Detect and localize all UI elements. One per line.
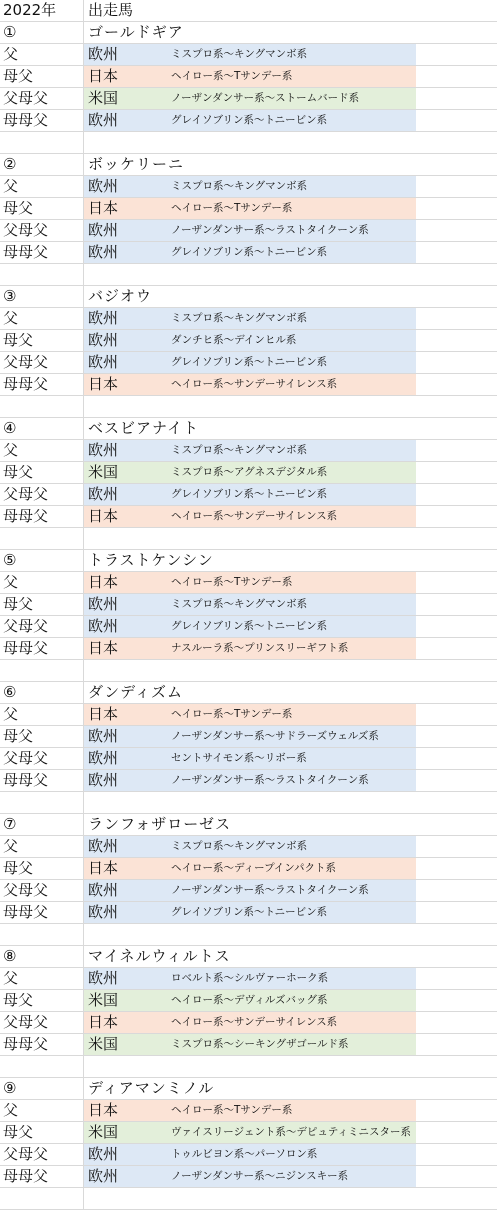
pedigree-row [0, 1012, 497, 1034]
horse-name[interactable]: ダンディズム [88, 683, 183, 701]
lineage-cell[interactable]: ヴァイスリージェント系～デピュティミニスター系 [171, 1126, 412, 1138]
relation-cell[interactable]: 母父 [0, 726, 84, 747]
pedigree-row [0, 704, 497, 726]
lineage-cell[interactable]: グレイソブリン系～トニービン系 [171, 246, 328, 258]
horse-number[interactable]: ⑧ [0, 946, 84, 967]
lineage-cell[interactable]: ロベルト系～シルヴァーホーク系 [171, 972, 329, 984]
relation-cell[interactable]: 母母父 [0, 902, 84, 923]
relation-cell[interactable]: 父 [0, 704, 84, 725]
horse-name-row [0, 946, 497, 968]
blank-row[interactable] [0, 132, 497, 154]
horse-number[interactable]: ① [0, 22, 84, 43]
empty-cell[interactable] [0, 924, 84, 945]
pedigree-row [0, 902, 497, 924]
empty-cell[interactable] [0, 792, 84, 813]
lineage-cell[interactable]: グレイソブリン系～トニービン系 [171, 620, 328, 632]
blank-row[interactable] [0, 1056, 497, 1078]
region-cell[interactable]: 欧州 [88, 45, 119, 63]
pedigree-row [0, 506, 497, 528]
region-cell[interactable]: 日本 [88, 573, 119, 591]
lineage-cell[interactable]: ヘイロー系～デヴィルズバッグ系 [171, 994, 328, 1006]
lineage-cell[interactable]: ノーザンダンサー系～ストームバード系 [171, 92, 360, 104]
relation-cell[interactable]: 母母父 [0, 1166, 84, 1187]
lineage-cell[interactable]: ノーザンダンサー系～ラストタイクーン系 [171, 774, 369, 786]
pedigree-row [0, 110, 497, 132]
blank-row[interactable] [0, 660, 497, 682]
region-cell[interactable]: 欧州 [88, 243, 119, 261]
region-cell[interactable]: 欧州 [88, 969, 119, 987]
pedigree-row [0, 748, 497, 770]
region-cell[interactable]: 米国 [88, 1035, 119, 1053]
pedigree-row [0, 352, 497, 374]
region-cell[interactable]: 欧州 [88, 177, 119, 195]
empty-cell[interactable] [0, 1188, 84, 1209]
relation-cell[interactable]: 母母父 [0, 110, 84, 131]
region-cell[interactable]: 米国 [88, 463, 119, 481]
relation-cell[interactable]: 父 [0, 968, 84, 989]
horse-name-row [0, 418, 497, 440]
pedigree-row [0, 858, 497, 880]
horse-name[interactable]: マイネルウィルトス [88, 947, 231, 965]
empty-cell[interactable] [0, 264, 84, 285]
lineage-cell[interactable]: ミスプロ系～シーキングザゴールド系 [171, 1038, 349, 1050]
relation-cell[interactable]: 母父 [0, 594, 84, 615]
pedigree-row [0, 616, 497, 638]
lineage-cell[interactable]: ノーザンダンサー系～ラストタイクーン系 [171, 884, 369, 896]
lineage-cell[interactable]: ヘイロー系～Tサンデー系 [171, 70, 293, 82]
pedigree-row [0, 220, 497, 242]
region-cell[interactable]: 欧州 [88, 617, 119, 635]
pedigree-row [0, 1034, 497, 1056]
region-cell[interactable]: 欧州 [88, 771, 119, 789]
relation-cell[interactable]: 父母父 [0, 484, 84, 505]
horse-number[interactable]: ⑨ [0, 1078, 84, 1099]
region-cell[interactable]: 日本 [88, 1013, 119, 1031]
empty-cell[interactable] [0, 528, 84, 549]
lineage-cell[interactable]: ミスプロ系～アグネスデジタル系 [171, 466, 328, 478]
pedigree-row [0, 242, 497, 264]
region-cell[interactable]: 欧州 [88, 1145, 119, 1163]
horse-number[interactable]: ③ [0, 286, 84, 307]
region-cell[interactable]: 欧州 [88, 727, 119, 745]
lineage-cell[interactable]: グレイソブリン系～トニービン系 [171, 356, 328, 368]
region-cell[interactable]: 欧州 [88, 353, 119, 371]
relation-cell[interactable]: 父 [0, 836, 84, 857]
empty-cell[interactable] [0, 396, 84, 417]
pedigree-row [0, 484, 497, 506]
relation-cell[interactable]: 母母父 [0, 242, 84, 263]
relation-cell[interactable]: 母父 [0, 858, 84, 879]
region-cell[interactable]: 日本 [88, 1101, 119, 1119]
pedigree-row [0, 198, 497, 220]
blank-row[interactable] [0, 264, 497, 286]
relation-cell[interactable]: 母母父 [0, 506, 84, 527]
lineage-cell[interactable]: ヘイロー系～ディープインパクト系 [171, 862, 336, 874]
pedigree-row [0, 990, 497, 1012]
horse-name[interactable]: ディアマンミノル [88, 1079, 215, 1097]
horse-name[interactable]: ボッケリーニ [88, 155, 185, 173]
relation-cell[interactable]: 父母父 [0, 88, 84, 109]
region-cell[interactable]: 欧州 [88, 331, 119, 349]
blank-row[interactable] [0, 924, 497, 946]
pedigree-row [0, 880, 497, 902]
horse-name[interactable]: バジオウ [88, 287, 153, 305]
lineage-cell[interactable]: ミスプロ系～キングマンボ系 [171, 444, 308, 456]
region-cell[interactable]: 欧州 [88, 595, 119, 613]
year-header[interactable]: 2022年 [0, 0, 84, 21]
pedigree-row [0, 66, 497, 88]
lineage-cell[interactable]: ミスプロ系～キングマンボ系 [171, 598, 308, 610]
horse-name-row [0, 22, 497, 44]
lineage-cell[interactable]: ノーザンダンサー系～サドラーズウェルズ系 [171, 730, 379, 742]
region-cell[interactable]: 欧州 [88, 111, 119, 129]
horse-number[interactable]: ⑥ [0, 682, 84, 703]
pedigree-row [0, 1100, 497, 1122]
lineage-cell[interactable]: ヘイロー系～Tサンデー系 [171, 1104, 293, 1116]
header-row [0, 0, 497, 22]
empty-cell[interactable] [0, 132, 84, 153]
region-cell[interactable]: 欧州 [88, 441, 119, 459]
relation-cell[interactable]: 父母父 [0, 880, 84, 901]
horse-number[interactable]: ② [0, 154, 84, 175]
relation-cell[interactable]: 父母父 [0, 1144, 84, 1165]
lineage-cell[interactable]: ナスルーラ系～プリンスリーギフト系 [171, 642, 349, 654]
empty-cell[interactable] [0, 1056, 84, 1077]
relation-cell[interactable]: 父 [0, 308, 84, 329]
region-cell[interactable]: 欧州 [88, 309, 119, 327]
blank-row[interactable] [0, 1188, 497, 1210]
lineage-cell[interactable]: ヘイロー系～サンデーサイレンス系 [171, 378, 338, 390]
horse-name-row [0, 286, 497, 308]
region-cell[interactable]: 米国 [88, 1123, 119, 1141]
region-cell[interactable]: 欧州 [88, 881, 119, 899]
region-cell[interactable]: 欧州 [88, 1167, 119, 1185]
horse-number[interactable]: ⑤ [0, 550, 84, 571]
pedigree-row [0, 1144, 497, 1166]
relation-cell[interactable]: 母父 [0, 990, 84, 1011]
horse-name[interactable]: トラストケンシン [88, 551, 214, 569]
blank-row[interactable] [0, 792, 497, 814]
horse-name-row [0, 682, 497, 704]
lineage-cell[interactable]: ミスプロ系～キングマンボ系 [171, 180, 308, 192]
lineage-cell[interactable]: グレイソブリン系～トニービン系 [171, 906, 328, 918]
lineage-cell[interactable]: ダンチヒ系～デインヒル系 [171, 334, 297, 346]
relation-cell[interactable]: 父母父 [0, 220, 84, 241]
relation-cell[interactable]: 父母父 [0, 748, 84, 769]
region-cell[interactable]: 米国 [88, 991, 119, 1009]
lineage-cell[interactable]: ノーザンダンサー系～ラストタイクーン系 [171, 224, 369, 236]
horse-name-row [0, 1078, 497, 1100]
lineage-cell[interactable]: ミスプロ系～キングマンボ系 [171, 312, 308, 324]
relation-cell[interactable]: 父 [0, 176, 84, 197]
lineage-cell[interactable]: ヘイロー系～サンデーサイレンス系 [171, 1016, 338, 1028]
lineage-cell[interactable]: グレイソブリン系～トニービン系 [171, 488, 328, 500]
horse-name-row [0, 814, 497, 836]
relation-cell[interactable]: 母母父 [0, 638, 84, 659]
region-cell[interactable]: 欧州 [88, 221, 119, 239]
pedigree-row [0, 462, 497, 484]
pedigree-row [0, 572, 497, 594]
lineage-cell[interactable]: セントサイモン系～リボー系 [171, 752, 307, 764]
lineage-cell[interactable]: ヘイロー系～サンデーサイレンス系 [171, 510, 338, 522]
relation-cell[interactable]: 父 [0, 44, 84, 65]
relation-cell[interactable]: 父母父 [0, 1012, 84, 1033]
pedigree-row [0, 440, 497, 462]
horse-number[interactable]: ⑦ [0, 814, 84, 835]
region-cell[interactable]: 日本 [88, 705, 119, 723]
relation-cell[interactable]: 父 [0, 440, 84, 461]
lineage-cell[interactable]: ノーザンダンサー系～ニジンスキー系 [171, 1170, 349, 1182]
lineage-cell[interactable]: トゥルビヨン系～パーソロン系 [171, 1148, 318, 1160]
pedigree-row [0, 176, 497, 198]
horse-column-header[interactable]: 出走馬 [88, 1, 134, 19]
lineage-cell[interactable]: グレイソブリン系～トニービン系 [171, 114, 328, 126]
pedigree-row [0, 726, 497, 748]
region-cell[interactable]: 欧州 [88, 485, 119, 503]
pedigree-row [0, 968, 497, 990]
pedigree-row [0, 308, 497, 330]
blank-row[interactable] [0, 528, 497, 550]
relation-cell[interactable]: 母母父 [0, 770, 84, 791]
lineage-cell[interactable]: ヘイロー系～Tサンデー系 [171, 708, 293, 720]
blank-row[interactable] [0, 396, 497, 418]
relation-cell[interactable]: 母母父 [0, 1034, 84, 1055]
region-cell[interactable]: 日本 [88, 859, 119, 877]
horse-name[interactable]: ランフォザローゼス [88, 815, 231, 833]
region-cell[interactable]: 欧州 [88, 837, 119, 855]
relation-cell[interactable]: 父 [0, 572, 84, 593]
pedigree-row [0, 638, 497, 660]
horse-number[interactable]: ④ [0, 418, 84, 439]
horse-name[interactable]: ベスビアナイト [88, 419, 199, 437]
lineage-cell[interactable]: ミスプロ系～キングマンボ系 [171, 48, 308, 60]
region-cell[interactable]: 日本 [88, 639, 119, 657]
empty-cell[interactable] [0, 660, 84, 681]
relation-cell[interactable]: 母父 [0, 1122, 84, 1143]
relation-cell[interactable]: 母母父 [0, 374, 84, 395]
pedigree-row [0, 88, 497, 110]
horse-name-row [0, 154, 497, 176]
region-cell[interactable]: 欧州 [88, 903, 119, 921]
relation-cell[interactable]: 父母父 [0, 352, 84, 373]
region-cell[interactable]: 欧州 [88, 749, 119, 767]
horse-name-row [0, 550, 497, 572]
region-cell[interactable]: 日本 [88, 199, 119, 217]
region-cell[interactable]: 米国 [88, 89, 119, 107]
relation-cell[interactable]: 母父 [0, 66, 84, 87]
pedigree-row [0, 44, 497, 66]
lineage-cell[interactable]: ヘイロー系～Tサンデー系 [171, 576, 293, 588]
horse-name[interactable]: ゴールドギア [88, 23, 184, 41]
relation-cell[interactable]: 父母父 [0, 616, 84, 637]
pedigree-row [0, 594, 497, 616]
region-cell[interactable]: 日本 [88, 507, 119, 525]
pedigree-row [0, 770, 497, 792]
relation-cell[interactable]: 母父 [0, 462, 84, 483]
relation-cell[interactable]: 母父 [0, 330, 84, 351]
pedigree-row [0, 1122, 497, 1144]
pedigree-row [0, 1166, 497, 1188]
lineage-cell[interactable]: ミスプロ系～キングマンボ系 [171, 840, 308, 852]
relation-cell[interactable]: 母父 [0, 198, 84, 219]
relation-cell[interactable]: 父 [0, 1100, 84, 1121]
pedigree-row [0, 330, 497, 352]
region-cell[interactable]: 日本 [88, 67, 119, 85]
pedigree-row [0, 374, 497, 396]
region-cell[interactable]: 日本 [88, 375, 119, 393]
pedigree-row [0, 836, 497, 858]
lineage-cell[interactable]: ヘイロー系～Tサンデー系 [171, 202, 293, 214]
